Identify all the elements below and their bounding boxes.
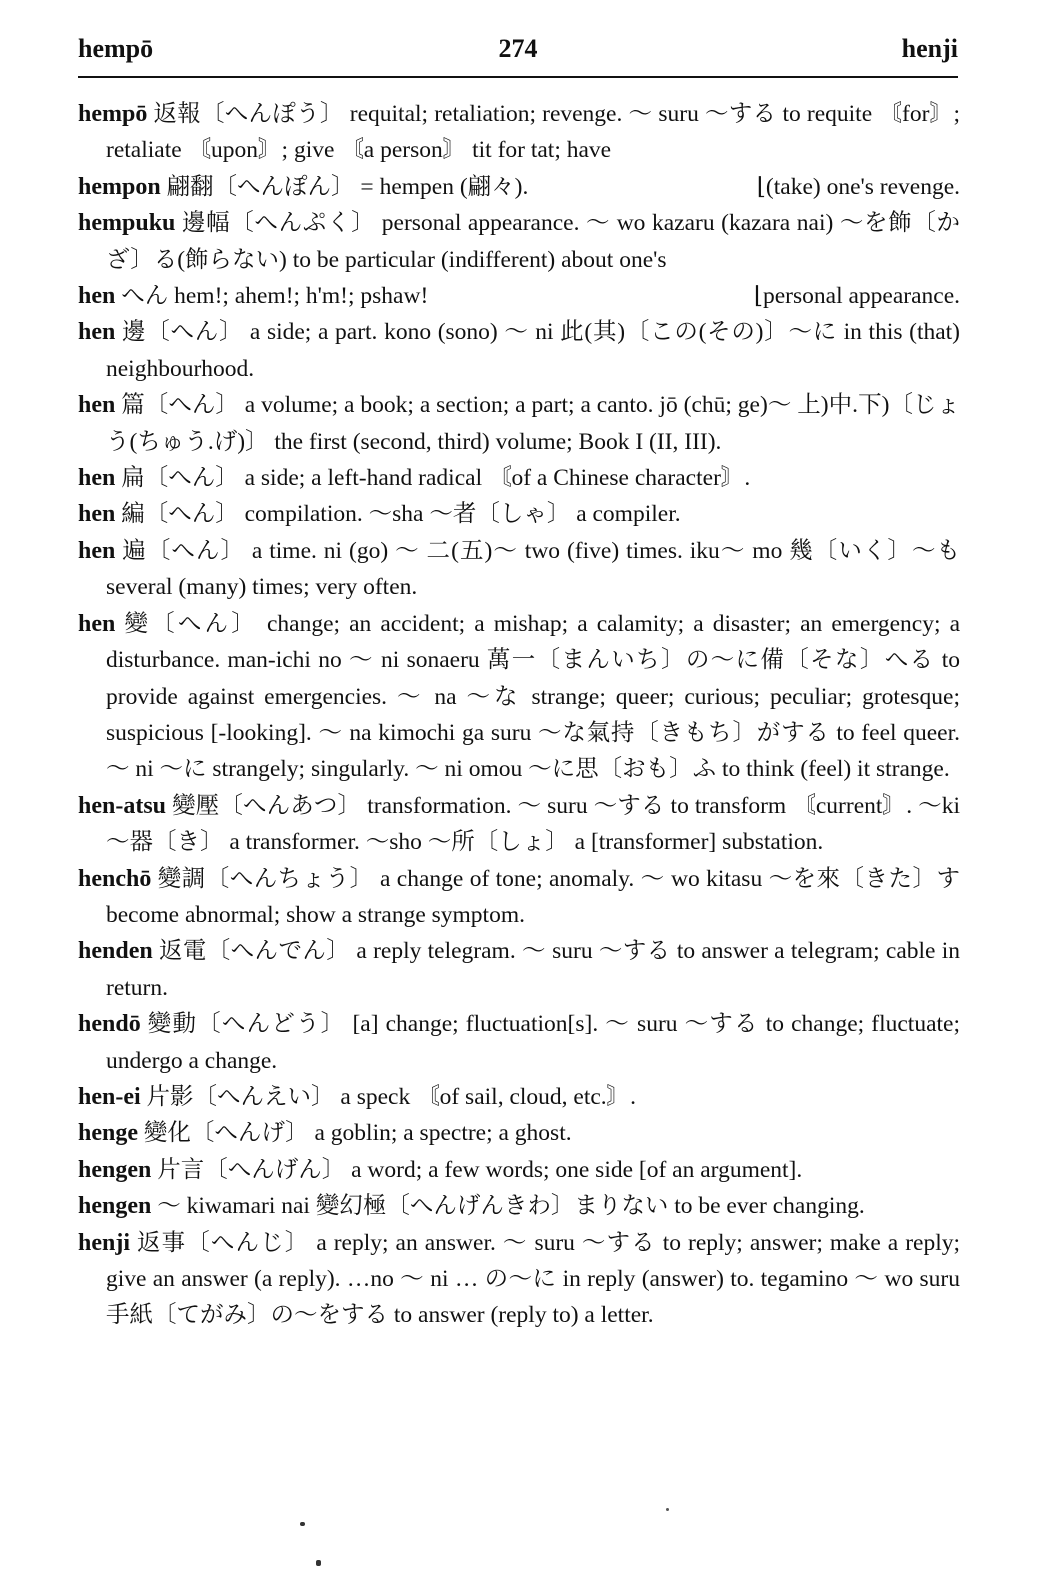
headword: hengen bbox=[78, 1156, 152, 1183]
running-head bbox=[78, 34, 958, 72]
dictionary-entry bbox=[78, 861, 960, 934]
definition: 遍〔へん〕 a time. ni (go) ～ 二(五)～ two (five) times. iku～ mo 幾〔いく〕～も several (many) times; very often. bbox=[106, 537, 961, 601]
dictionary-entry bbox=[78, 314, 960, 387]
headword: henchō bbox=[78, 865, 152, 892]
header-rule bbox=[78, 76, 958, 78]
dictionary-entry bbox=[78, 278, 960, 314]
headword: henden bbox=[78, 938, 153, 965]
runover-note: ⌊(take) one's revenge. bbox=[756, 173, 960, 200]
headword: hempon bbox=[78, 173, 161, 200]
dictionary-entry bbox=[78, 1188, 960, 1224]
definition: 變動〔へんどう〕 [a] change; fluctuation[s]. ～ suru ～する to change; fluctuate; undergo a change. bbox=[106, 1011, 960, 1074]
headword: hen bbox=[78, 392, 116, 419]
dictionary-entry bbox=[78, 387, 960, 460]
definition: 邊〔へん〕 a side; a part. kono (sono) ～ ni 此(其)〔この(その)〕～に in this (that) neighbourhood. bbox=[106, 319, 961, 382]
definition: 變化〔へんげ〕 a goblin; a spectre; a ghost. bbox=[143, 1120, 572, 1147]
headword: hen bbox=[78, 319, 116, 346]
definition: 返電〔へんでん〕 a reply telegram. ～ suru ～する to answer a telegram; cable in return. bbox=[106, 938, 960, 1001]
headword: hen bbox=[78, 283, 116, 310]
definition: 返報〔へんぽう〕 requital; retaliation; revenge. ～ suru ～する to requite 〘for〙; retaliate 〘upon〙; give 〘a person〙 tit for tat; have bbox=[106, 101, 960, 164]
guide-word-right: henji bbox=[901, 34, 958, 63]
headword: henji bbox=[78, 1229, 131, 1256]
definition: 變〔へん〕 change; an accident; a mishap; a calamity; a disaster; an emergency; a disturbance. man-ichi no ～ ni sonaeru 萬一〔まんいち〕の～に備〔そな〕へる to provide against emergencies. ～ na ～な strange; queer; curious; peculiar; grotesque; suspicious [-looking]. ～ na kimochi ga suru ～な氣持〔きもち〕がする to feel queer. ～ ni ～に strangely; singularly. ～ ni omou ～に思〔おも〕ふ to think (feel) it strange. bbox=[106, 610, 961, 783]
dictionary-entry bbox=[78, 460, 960, 496]
guide-word-left: hempō bbox=[78, 34, 154, 63]
dictionary-entry bbox=[78, 1225, 960, 1334]
entry-list bbox=[78, 96, 960, 1334]
definition: 返事〔へんじ〕 a reply; an answer. ～ suru ～する to reply; answer; make a reply; give an answer (a reply). …no ～ ni … の～に in reply (answer) to. tegamino ～ wo suru 手紙〔てがみ〕の～をする to answer (reply to) a letter. bbox=[106, 1229, 961, 1329]
headword: hen bbox=[78, 537, 116, 564]
headword: hen-atsu bbox=[78, 792, 167, 819]
print-speck bbox=[316, 1560, 321, 1566]
dictionary-entry bbox=[78, 1006, 960, 1079]
print-speck bbox=[666, 1508, 669, 1511]
headword: hengen bbox=[78, 1193, 152, 1220]
headword: hempuku bbox=[78, 210, 176, 237]
headword: hen bbox=[78, 610, 116, 637]
dictionary-entry bbox=[78, 606, 960, 788]
dictionary-entry bbox=[78, 1079, 960, 1115]
definition: 邊幅〔へんぷく〕 personal appearance. ～ wo kazaru (kazara nai) ～を飾〔かざ〕る(飾らない) to be particular (indifferent) about one's bbox=[106, 210, 961, 273]
print-speck bbox=[300, 1522, 305, 1526]
definition: 變壓〔へんあつ〕 transformation. ～ suru ～する to transform 〘current〙. ～ki ～器〔き〕 a transformer. ～sho ～所〔しょ〕 a [transformer] substation. bbox=[106, 792, 961, 856]
dictionary-entry bbox=[78, 96, 960, 169]
definition: 變調〔へんちょう〕 a change of tone; anomaly. ～ wo kitasu ～を來〔きた〕す become abnormal; show a strange symptom. bbox=[106, 865, 960, 928]
headword: hempō bbox=[78, 101, 148, 127]
definition: 扁〔へん〕 a side; a left-hand radical 〘of a Chinese character〙. bbox=[121, 465, 751, 492]
definition: 片言〔へんげん〕 a word; a few words; one side [of an argument]. bbox=[157, 1156, 803, 1183]
definition: へん hem!; ahem!; h'm!; pshaw! bbox=[121, 283, 429, 310]
dictionary-entry bbox=[78, 1115, 960, 1151]
dictionary-entry bbox=[78, 533, 960, 606]
definition: 編〔へん〕 compilation. ～sha ～者〔しゃ〕 a compiler. bbox=[121, 501, 681, 528]
runover-note: ⌊personal appearance. bbox=[753, 283, 960, 310]
definition: ～ kiwamari nai 變幻極〔へんげんきわ〕まりない to be ever changing. bbox=[157, 1193, 865, 1220]
page-number: 274 bbox=[498, 34, 538, 63]
dictionary-entry bbox=[78, 169, 960, 205]
headword: hen bbox=[78, 465, 116, 492]
definition: 篇〔へん〕 a volume; a book; a section; a part; a canto. jō (chū; ge)～ 上)中.下)〔じょう(ちゅう.げ)〕 the first (second, third) volume; Book I (II, III). bbox=[106, 392, 961, 455]
headword: henge bbox=[78, 1120, 138, 1147]
headword: hendō bbox=[78, 1011, 141, 1038]
dictionary-entry bbox=[78, 788, 960, 861]
dictionary-entry bbox=[78, 1152, 960, 1188]
dictionary-entry bbox=[78, 205, 960, 278]
definition: 片影〔へんえい〕 a speck 〘of sail, cloud, etc.〙. bbox=[146, 1083, 637, 1110]
definition: 翩翻〔へんぽん〕 = hempen (翩々). bbox=[166, 173, 529, 200]
dictionary-entry bbox=[78, 496, 960, 532]
dictionary-entry bbox=[78, 933, 960, 1006]
headword: hen bbox=[78, 501, 116, 528]
headword: hen-ei bbox=[78, 1083, 141, 1110]
